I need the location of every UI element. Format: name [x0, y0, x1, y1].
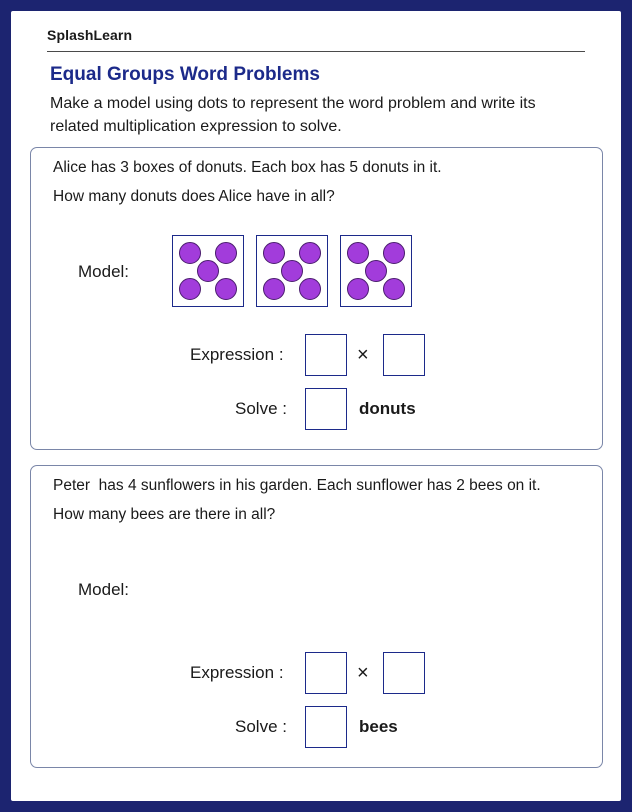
dot	[215, 278, 237, 300]
problem-1-line-2: How many donuts does Alice have in all?	[53, 188, 335, 205]
dot	[347, 278, 369, 300]
dot	[299, 278, 321, 300]
expression-label: Expression :	[190, 345, 284, 364]
dot	[197, 260, 219, 282]
answer-unit: donuts	[359, 399, 416, 418]
brand-logo: SplashLearn	[47, 27, 133, 43]
instructions: Make a model using dots to represent the word problem and write its related multiplication expression to solve.	[50, 95, 536, 135]
solve-label: Solve :	[235, 399, 287, 418]
dot	[179, 242, 201, 264]
dot	[179, 278, 201, 300]
problem-1-line-1: Alice has 3 boxes of donuts. Each box has 5 donuts in it.	[53, 159, 442, 176]
dot	[365, 260, 387, 282]
times-symbol: ×	[357, 662, 369, 684]
times-symbol: ×	[357, 344, 369, 366]
dot-group-2	[256, 235, 328, 307]
problem-2-line-2: How many bees are there in all?	[53, 506, 276, 523]
dot	[299, 242, 321, 264]
problem-card-2	[30, 465, 603, 768]
model-label: Model:	[78, 580, 130, 599]
dot	[281, 260, 303, 282]
dot	[215, 242, 237, 264]
problem-2-line-1: Peter has 4 sunflowers in his garden. Each sunflower has 2 bees on it.	[53, 477, 541, 494]
model-label: Model:	[78, 262, 130, 281]
dot	[347, 242, 369, 264]
dot	[263, 242, 285, 264]
dot	[383, 278, 405, 300]
expression-box-2[interactable]	[383, 652, 425, 694]
expression-box-2[interactable]	[383, 334, 425, 376]
dot-group-3	[340, 235, 412, 307]
expression-box-1[interactable]	[305, 652, 347, 694]
expression-label: Expression :	[190, 663, 284, 682]
answer-box[interactable]	[305, 706, 347, 748]
dot	[263, 278, 285, 300]
page-title: Equal Groups Word Problems	[50, 64, 320, 85]
dot-group-1	[172, 235, 244, 307]
answer-box[interactable]	[305, 388, 347, 430]
problem-card-1	[30, 147, 603, 450]
worksheet	[11, 11, 621, 801]
answer-unit: bees	[359, 717, 398, 736]
header-divider	[47, 51, 585, 52]
dot	[383, 242, 405, 264]
solve-label: Solve :	[235, 717, 287, 736]
expression-box-1[interactable]	[305, 334, 347, 376]
model-drawing-area[interactable]	[171, 556, 491, 636]
